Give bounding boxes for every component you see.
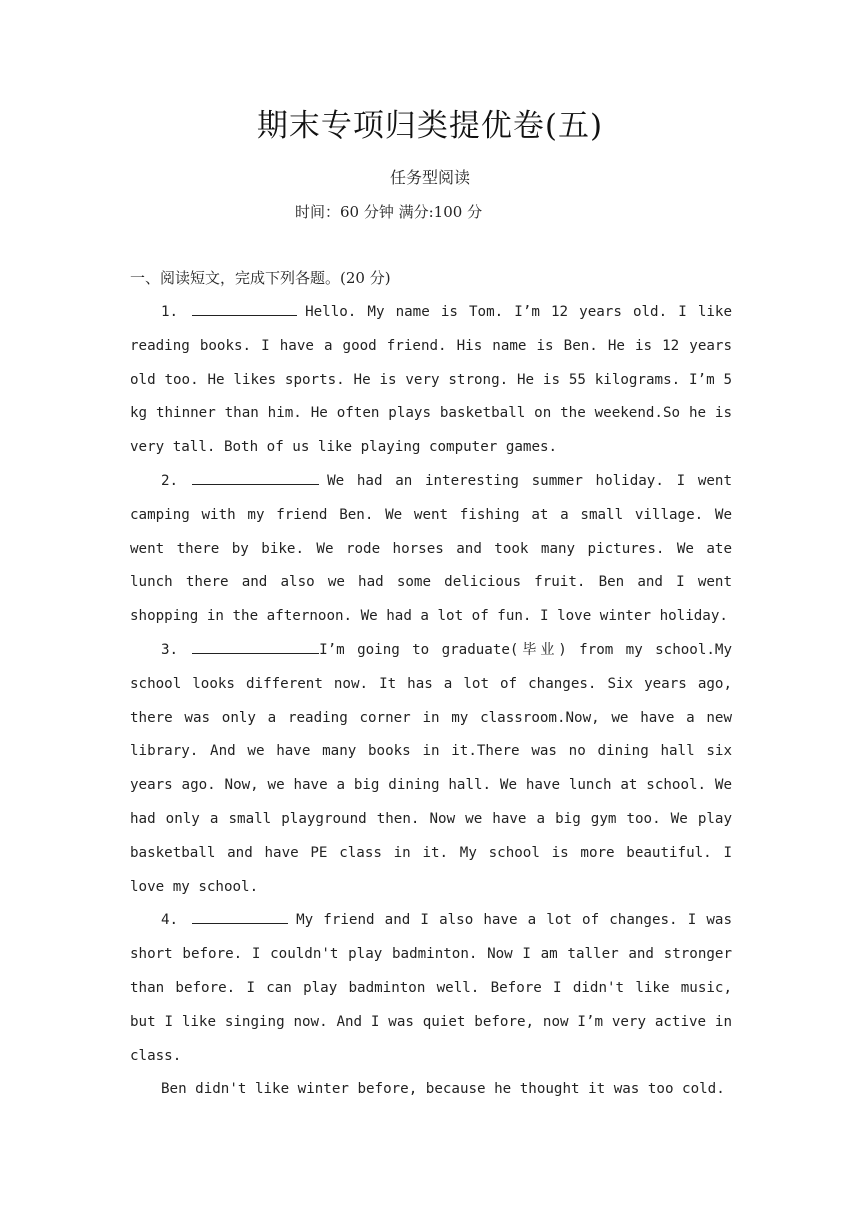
answer-blank[interactable] [192, 637, 319, 654]
answer-blank[interactable] [192, 299, 297, 316]
page-title: 期末专项归类提优卷(五) [256, 108, 604, 144]
reading-passage [130, 296, 732, 1107]
paragraph-4 [130, 904, 732, 1073]
answer-blank[interactable] [192, 468, 319, 485]
answer-blank[interactable] [192, 907, 288, 924]
paragraph-1 [130, 296, 732, 465]
paragraph-5 [130, 1073, 732, 1107]
paragraph-text: I’m going to graduate(毕业) from my school.My school looks different now. It has a lot of changes. Six years ago, there was only a reading corner in my classroom.Now, we have a new library. And we have many books in it.There was no dining hall six years ago. Now, we have a big dining hall. We have lunch at school. We had only a small playground then. Now we have a big gym too. We play basketball and have PE class in it. My school is more beautiful. I love my school. [130, 641, 732, 895]
page-subtitle: 任务型阅读 [389, 168, 470, 187]
paragraph-text: Hello. My name is Tom. I’m 12 years old. I like reading books. I have a good friend. His name is Ben. He is 12 years old too. He likes sports. He is very strong. He is 55 kilograms. I’m 5 kg thinner than him. He often plays basketball on the weekend.So he is very tall. Both of us like playing computer games. [130, 304, 732, 456]
paragraph-text: Ben didn't like winter before, because he thought it was too cold. [161, 1081, 725, 1098]
paragraph-text: We had an interesting summer holiday. I went camping with my friend Ben. We went fishing at a small village. We went there by bike. We rode horses and took many pictures. We ate lunch there and also we had some delicious fruit. Ben and I went shopping in the afternoon. We had a lot of fun. I love winter holiday. [130, 472, 732, 625]
question-number: 1. [161, 304, 179, 320]
paragraph-text: My friend and I also have a lot of changes. I was short before. I couldn't play badminton. Now I am taller and stronger than before. I can play badminton well. Before I didn't like music, but I like singing now. And I was quiet before, now I’m very active in class. [130, 912, 732, 1064]
question-number: 3. [161, 641, 179, 658]
question-number: 4. [161, 912, 179, 929]
paragraph-2 [130, 465, 732, 634]
exam-meta: 时间：60 分钟 满分:100 分 [295, 203, 483, 221]
question-number: 2. [161, 472, 179, 489]
section-heading: 一、阅读短文，完成下列各题。(20 分) [130, 269, 391, 287]
paragraph-3 [130, 634, 732, 904]
